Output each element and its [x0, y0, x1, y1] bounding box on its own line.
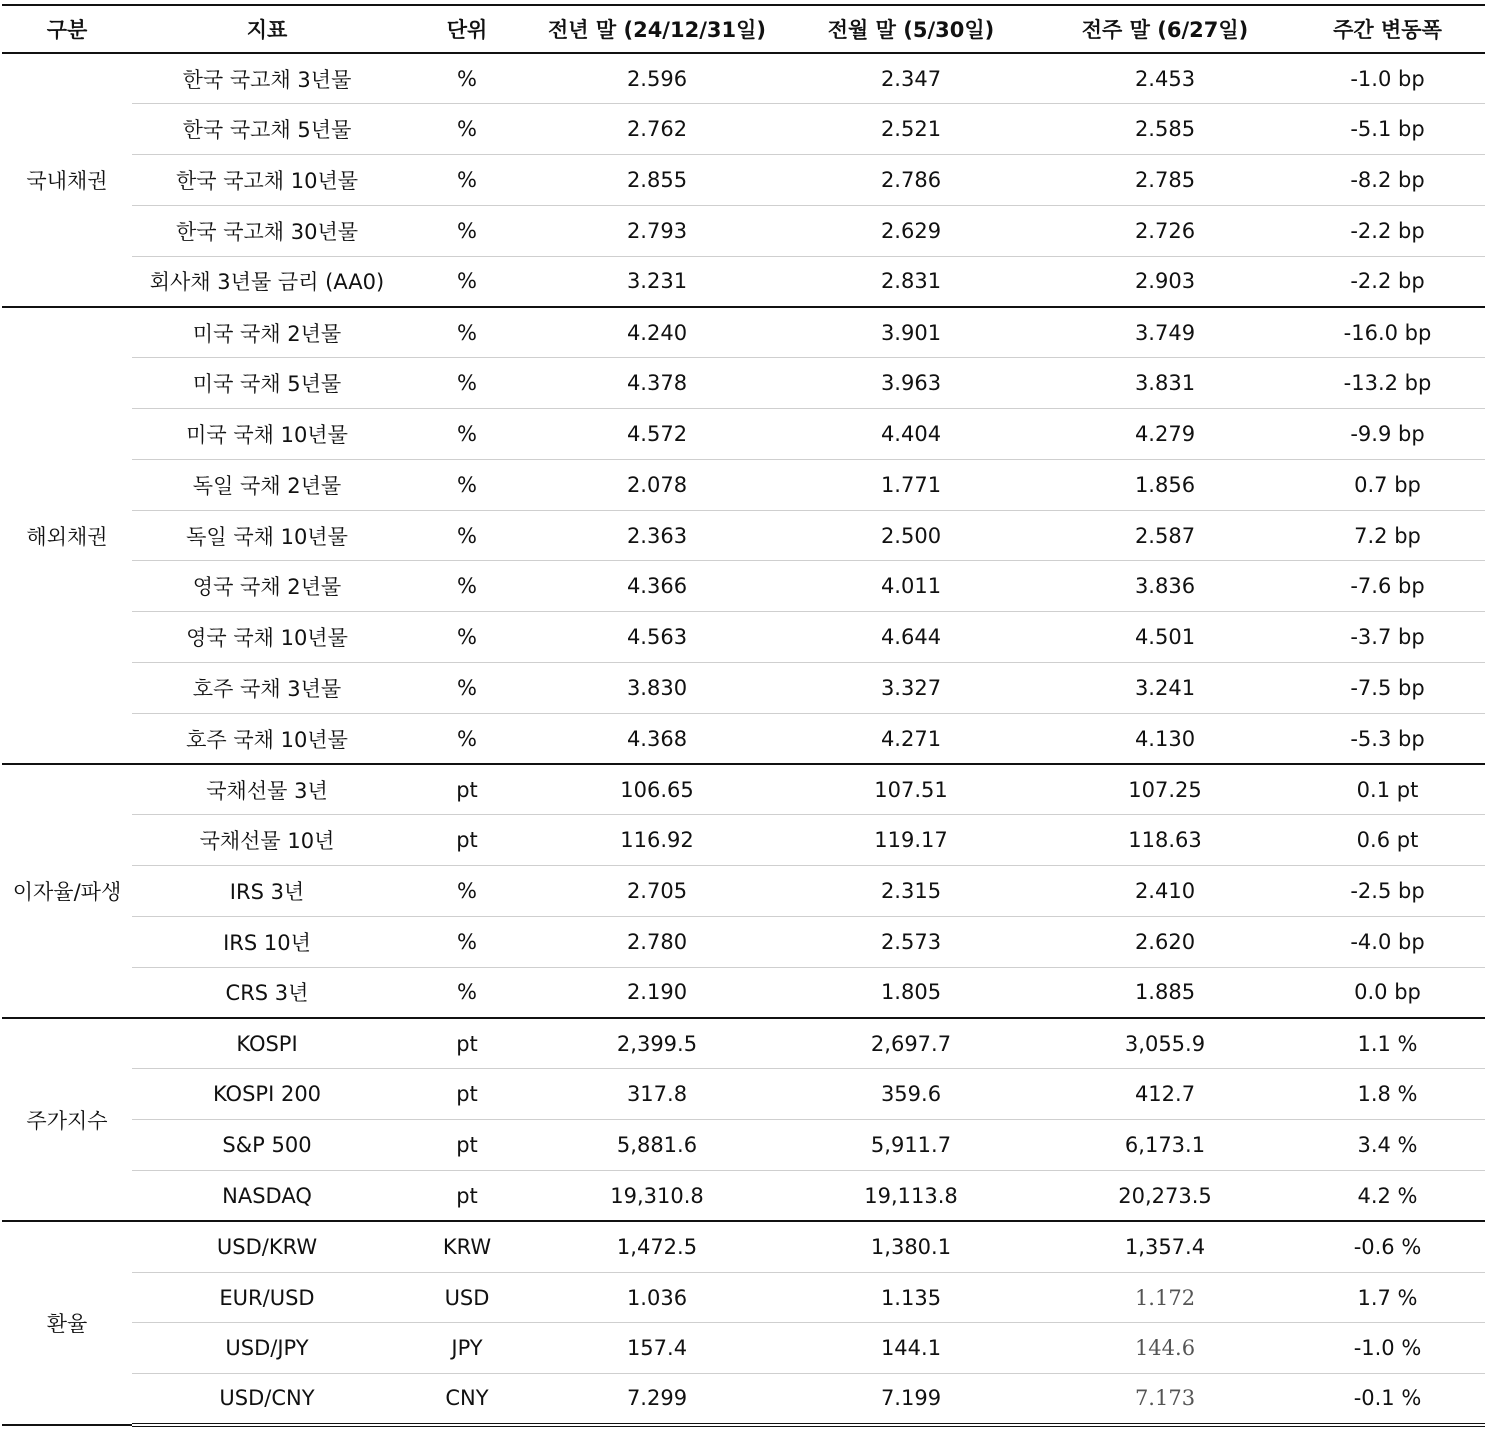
prev-week-end-value: 1,357.4 [1040, 1221, 1290, 1272]
weekly-change-value: -0.6 % [1290, 1221, 1485, 1272]
unit-cell: pt [402, 1069, 532, 1120]
header-prev-year-end: 전년 말 (24/12/31일) [532, 5, 782, 53]
prev-month-end-value: 4.644 [782, 612, 1040, 663]
unit-cell: % [402, 256, 532, 307]
table-row [2, 104, 1485, 155]
weekly-change-value: 7.2 bp [1290, 510, 1485, 561]
prev-month-end-value: 119.17 [782, 815, 1040, 866]
prev-week-end-value: 3,055.9 [1040, 1018, 1290, 1069]
table-row [2, 866, 1485, 917]
unit-cell: % [402, 307, 532, 358]
unit-cell: pt [402, 1018, 532, 1069]
prev-year-end-value: 4.572 [532, 409, 782, 460]
unit-cell: JPY [402, 1323, 532, 1374]
table-row [2, 1374, 1485, 1425]
indicator-cell: USD/CNY [132, 1374, 402, 1425]
prev-month-end-value: 2.831 [782, 256, 1040, 307]
prev-year-end-value: 4.368 [532, 713, 782, 764]
indicator-cell: 회사채 3년물 금리 (AA0) [132, 256, 402, 307]
table-row [2, 713, 1485, 764]
weekly-change-value: -2.2 bp [1290, 205, 1485, 256]
indicator-cell: CRS 3년 [132, 967, 402, 1018]
prev-year-end-value: 4.563 [532, 612, 782, 663]
prev-week-end-value: 7.173 [1040, 1374, 1290, 1425]
prev-week-end-value: 3.749 [1040, 307, 1290, 358]
weekly-change-value: -8.2 bp [1290, 155, 1485, 206]
indicator-cell: USD/KRW [132, 1221, 402, 1272]
prev-year-end-value: 2.596 [532, 53, 782, 104]
table-row [2, 612, 1485, 663]
prev-week-end-value: 2.587 [1040, 510, 1290, 561]
prev-month-end-value: 144.1 [782, 1323, 1040, 1374]
weekly-change-value: -2.5 bp [1290, 866, 1485, 917]
prev-month-end-value: 107.51 [782, 764, 1040, 815]
table-row [2, 510, 1485, 561]
prev-year-end-value: 2.780 [532, 917, 782, 968]
category-cell: 주가지수 [2, 1018, 132, 1221]
prev-week-end-value: 4.501 [1040, 612, 1290, 663]
prev-week-end-value: 144.6 [1040, 1323, 1290, 1374]
table-row [2, 561, 1485, 612]
indicator-cell: IRS 3년 [132, 866, 402, 917]
weekly-change-value: 0.6 pt [1290, 815, 1485, 866]
unit-cell: % [402, 967, 532, 1018]
table-row [2, 1069, 1485, 1120]
table-row [2, 815, 1485, 866]
prev-month-end-value: 2,697.7 [782, 1018, 1040, 1069]
prev-year-end-value: 2.078 [532, 459, 782, 510]
prev-year-end-value: 116.92 [532, 815, 782, 866]
table-row [2, 764, 1485, 815]
prev-year-end-value: 2.855 [532, 155, 782, 206]
indicator-cell: 국채선물 3년 [132, 764, 402, 815]
weekly-change-value: -7.5 bp [1290, 663, 1485, 714]
unit-cell: % [402, 561, 532, 612]
prev-week-end-value: 2.785 [1040, 155, 1290, 206]
table-row [2, 205, 1485, 256]
prev-week-end-value: 1.172 [1040, 1272, 1290, 1323]
indicator-cell: 미국 국채 2년물 [132, 307, 402, 358]
indicator-cell: NASDAQ [132, 1171, 402, 1222]
indicator-cell: 한국 국고채 3년물 [132, 53, 402, 104]
prev-week-end-value: 118.63 [1040, 815, 1290, 866]
category-cell: 국내채권 [2, 53, 132, 307]
prev-month-end-value: 5,911.7 [782, 1120, 1040, 1171]
prev-year-end-value: 3.231 [532, 256, 782, 307]
weekly-change-value: 0.7 bp [1290, 459, 1485, 510]
weekly-change-value: 3.4 % [1290, 1120, 1485, 1171]
prev-week-end-value: 3.241 [1040, 663, 1290, 714]
prev-year-end-value: 2.793 [532, 205, 782, 256]
prev-month-end-value: 4.271 [782, 713, 1040, 764]
unit-cell: % [402, 612, 532, 663]
table-row [2, 967, 1485, 1018]
prev-week-end-value: 3.831 [1040, 358, 1290, 409]
table-row [2, 1323, 1485, 1374]
prev-week-end-value: 2.726 [1040, 205, 1290, 256]
weekly-change-value: -4.0 bp [1290, 917, 1485, 968]
table-row [2, 1120, 1485, 1171]
indicator-cell: 호주 국채 3년물 [132, 663, 402, 714]
prev-week-end-value: 2.903 [1040, 256, 1290, 307]
prev-week-end-value: 20,273.5 [1040, 1171, 1290, 1222]
unit-cell: CNY [402, 1374, 532, 1425]
table-row [2, 1171, 1485, 1222]
weekly-change-value: -2.2 bp [1290, 256, 1485, 307]
prev-year-end-value: 2,399.5 [532, 1018, 782, 1069]
indicator-cell: 국채선물 10년 [132, 815, 402, 866]
prev-year-end-value: 317.8 [532, 1069, 782, 1120]
weekly-change-value: -0.1 % [1290, 1374, 1485, 1425]
prev-month-end-value: 1.135 [782, 1272, 1040, 1323]
prev-week-end-value: 412.7 [1040, 1069, 1290, 1120]
unit-cell: % [402, 866, 532, 917]
prev-year-end-value: 19,310.8 [532, 1171, 782, 1222]
prev-month-end-value: 2.786 [782, 155, 1040, 206]
prev-month-end-value: 7.199 [782, 1374, 1040, 1425]
indicator-cell: 독일 국채 2년물 [132, 459, 402, 510]
weekly-change-value: 0.0 bp [1290, 967, 1485, 1018]
unit-cell: % [402, 53, 532, 104]
header-category: 구분 [2, 5, 132, 53]
prev-month-end-value: 3.901 [782, 307, 1040, 358]
weekly-change-value: -5.3 bp [1290, 713, 1485, 764]
unit-cell: % [402, 459, 532, 510]
weekly-change-value: -1.0 bp [1290, 53, 1485, 104]
prev-year-end-value: 4.366 [532, 561, 782, 612]
prev-year-end-value: 2.363 [532, 510, 782, 561]
unit-cell: USD [402, 1272, 532, 1323]
prev-month-end-value: 3.327 [782, 663, 1040, 714]
prev-month-end-value: 2.629 [782, 205, 1040, 256]
table-row [2, 1018, 1485, 1069]
weekly-change-value: 4.2 % [1290, 1171, 1485, 1222]
header-weekly-change: 주간 변동폭 [1290, 5, 1485, 53]
prev-year-end-value: 3.830 [532, 663, 782, 714]
prev-year-end-value: 5,881.6 [532, 1120, 782, 1171]
weekly-change-value: -16.0 bp [1290, 307, 1485, 358]
prev-month-end-value: 3.963 [782, 358, 1040, 409]
unit-cell: % [402, 205, 532, 256]
table-body [2, 53, 1485, 1425]
unit-cell: pt [402, 815, 532, 866]
unit-cell: % [402, 155, 532, 206]
table-row [2, 917, 1485, 968]
prev-week-end-value: 2.620 [1040, 917, 1290, 968]
prev-month-end-value: 1,380.1 [782, 1221, 1040, 1272]
prev-month-end-value: 1.805 [782, 967, 1040, 1018]
indicator-cell: 영국 국채 10년물 [132, 612, 402, 663]
weekly-change-value: -1.0 % [1290, 1323, 1485, 1374]
indicator-cell: S&P 500 [132, 1120, 402, 1171]
unit-cell: KRW [402, 1221, 532, 1272]
market-indicators-table [2, 4, 1485, 1427]
prev-year-end-value: 2.762 [532, 104, 782, 155]
weekly-change-value: -13.2 bp [1290, 358, 1485, 409]
indicator-cell: IRS 10년 [132, 917, 402, 968]
weekly-change-value: 1.7 % [1290, 1272, 1485, 1323]
table-row [2, 409, 1485, 460]
category-cell: 환율 [2, 1221, 132, 1424]
table-row [2, 1272, 1485, 1323]
indicator-cell: KOSPI [132, 1018, 402, 1069]
prev-year-end-value: 2.190 [532, 967, 782, 1018]
prev-month-end-value: 2.500 [782, 510, 1040, 561]
prev-month-end-value: 19,113.8 [782, 1171, 1040, 1222]
prev-year-end-value: 106.65 [532, 764, 782, 815]
prev-year-end-value: 4.378 [532, 358, 782, 409]
indicator-cell: 미국 국채 5년물 [132, 358, 402, 409]
prev-year-end-value: 1.036 [532, 1272, 782, 1323]
prev-month-end-value: 4.011 [782, 561, 1040, 612]
indicator-cell: KOSPI 200 [132, 1069, 402, 1120]
header-unit: 단위 [402, 5, 532, 53]
prev-month-end-value: 2.573 [782, 917, 1040, 968]
weekly-change-value: -9.9 bp [1290, 409, 1485, 460]
unit-cell: % [402, 917, 532, 968]
prev-month-end-value: 359.6 [782, 1069, 1040, 1120]
indicator-cell: 독일 국채 10년물 [132, 510, 402, 561]
category-cell: 해외채권 [2, 307, 132, 764]
indicator-cell: 영국 국채 2년물 [132, 561, 402, 612]
unit-cell: % [402, 358, 532, 409]
unit-cell: pt [402, 764, 532, 815]
prev-year-end-value: 1,472.5 [532, 1221, 782, 1272]
unit-cell: % [402, 663, 532, 714]
prev-week-end-value: 6,173.1 [1040, 1120, 1290, 1171]
table-row [2, 155, 1485, 206]
unit-cell: % [402, 510, 532, 561]
weekly-change-value: -3.7 bp [1290, 612, 1485, 663]
prev-year-end-value: 157.4 [532, 1323, 782, 1374]
indicator-cell: 한국 국고채 10년물 [132, 155, 402, 206]
prev-week-end-value: 107.25 [1040, 764, 1290, 815]
table-row [2, 358, 1485, 409]
table-row [2, 459, 1485, 510]
prev-week-end-value: 3.836 [1040, 561, 1290, 612]
indicator-cell: EUR/USD [132, 1272, 402, 1323]
weekly-change-value: -5.1 bp [1290, 104, 1485, 155]
prev-week-end-value: 4.130 [1040, 713, 1290, 764]
unit-cell: % [402, 104, 532, 155]
prev-month-end-value: 1.771 [782, 459, 1040, 510]
indicator-cell: 미국 국채 10년물 [132, 409, 402, 460]
indicator-cell: 호주 국채 10년물 [132, 713, 402, 764]
weekly-change-value: 1.1 % [1290, 1018, 1485, 1069]
table-row [2, 1221, 1485, 1272]
header-prev-month-end: 전월 말 (5/30일) [782, 5, 1040, 53]
prev-week-end-value: 1.856 [1040, 459, 1290, 510]
prev-month-end-value: 2.315 [782, 866, 1040, 917]
table-row [2, 307, 1485, 358]
table-row [2, 663, 1485, 714]
indicator-cell: USD/JPY [132, 1323, 402, 1374]
header-row [2, 5, 1485, 53]
prev-week-end-value: 2.585 [1040, 104, 1290, 155]
unit-cell: pt [402, 1171, 532, 1222]
prev-month-end-value: 4.404 [782, 409, 1040, 460]
prev-year-end-value: 4.240 [532, 307, 782, 358]
header-prev-week-end: 전주 말 (6/27일) [1040, 5, 1290, 53]
unit-cell: % [402, 409, 532, 460]
prev-year-end-value: 7.299 [532, 1374, 782, 1425]
prev-week-end-value: 1.885 [1040, 967, 1290, 1018]
unit-cell: % [402, 713, 532, 764]
table-row [2, 256, 1485, 307]
prev-week-end-value: 4.279 [1040, 409, 1290, 460]
prev-week-end-value: 2.453 [1040, 53, 1290, 104]
unit-cell: pt [402, 1120, 532, 1171]
prev-month-end-value: 2.521 [782, 104, 1040, 155]
indicator-cell: 한국 국고채 30년물 [132, 205, 402, 256]
prev-week-end-value: 2.410 [1040, 866, 1290, 917]
prev-month-end-value: 2.347 [782, 53, 1040, 104]
weekly-change-value: 1.8 % [1290, 1069, 1485, 1120]
table-row [2, 53, 1485, 104]
prev-year-end-value: 2.705 [532, 866, 782, 917]
category-cell: 이자율/파생 [2, 764, 132, 1018]
header-indicator: 지표 [132, 5, 402, 53]
weekly-change-value: -7.6 bp [1290, 561, 1485, 612]
weekly-change-value: 0.1 pt [1290, 764, 1485, 815]
indicator-cell: 한국 국고채 5년물 [132, 104, 402, 155]
